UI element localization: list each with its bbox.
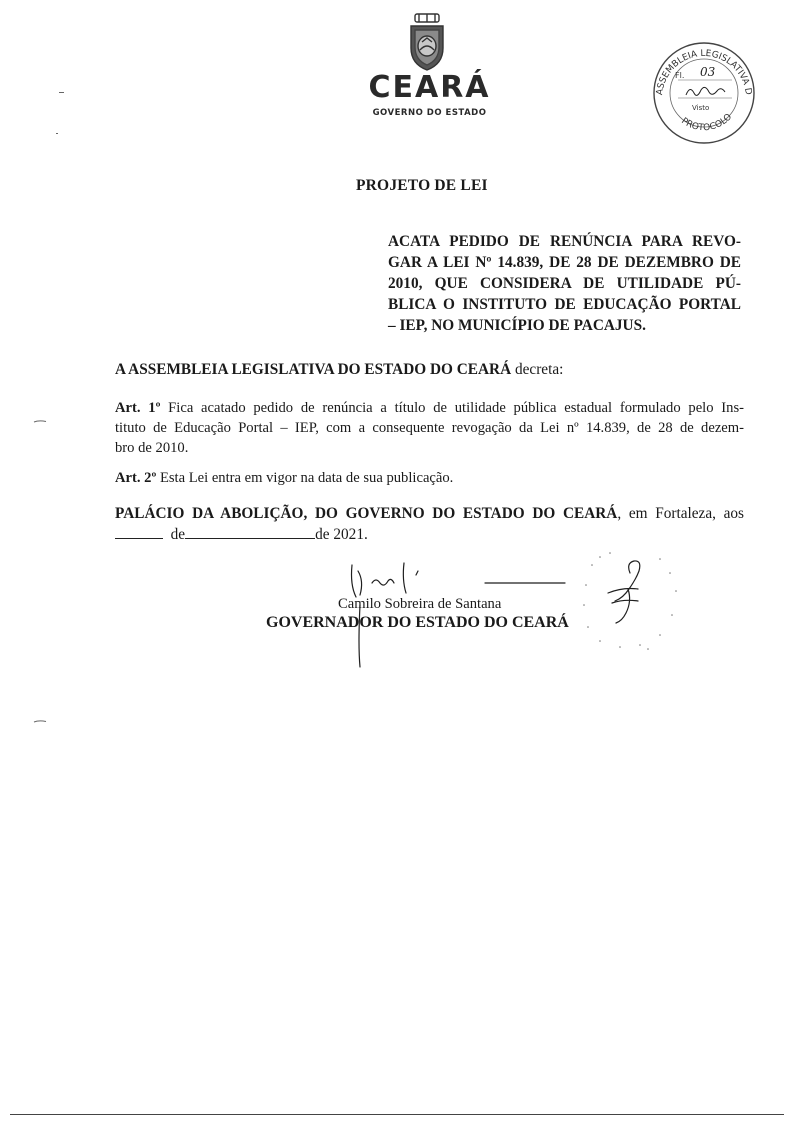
stamp-fl-label: Fl. (675, 71, 685, 80)
ementa-line: – IEP, NO MUNICÍPIO DE PACAJUS. (388, 317, 646, 334)
stamp-bottom-text: PROTOCOLO (679, 112, 735, 134)
ementa-line: BLICA O INSTITUTO DE EDUCAÇÃO PORTAL (388, 296, 741, 313)
article-1-text: Fica acatado pedido de renúncia a título de utilidade pública estadual formulado pelo Ins- (160, 400, 744, 416)
scan-mark-icon (55, 132, 65, 135)
article-1-line: bro de 2010. (115, 440, 189, 456)
article-2-text: Esta Lei entra em vigor na data de sua publicação. (156, 470, 454, 486)
date-line (115, 524, 744, 545)
signer-role: GOVERNADOR DO ESTADO DO CEARÁ (266, 614, 569, 631)
enacting-clause (115, 361, 563, 379)
month-blank (185, 524, 315, 539)
article-2-label: Art. 2º (115, 470, 157, 486)
article-1 (115, 398, 744, 458)
closing-rest: , em Fortaleza, aos (617, 505, 744, 522)
article-1-line (115, 398, 744, 418)
page-title: PROJETO DE LEI (356, 177, 488, 194)
ementa-line: GAR A LEI Nº 14.839, DE 28 DE DEZEMBRO DE (388, 254, 741, 271)
closing-block (115, 503, 744, 545)
ementa-line: ACATA PEDIDO DE RENÚNCIA PARA REVO- (388, 233, 741, 250)
article-2 (115, 468, 744, 488)
stamp-fl-value: 03 (700, 65, 716, 79)
signer-name: Camilo Sobreira de Santana (338, 596, 502, 612)
scan-mark-icon (58, 91, 68, 94)
state-crest-icon (405, 12, 449, 72)
ementa-line: 2010, QUE CONSIDERA DE UTILIDADE PÚ- (388, 275, 741, 292)
closing-bold: PALÁCIO DA ABOLIÇÃO, DO GOVERNO DO ESTADO DO CEARÁ (115, 505, 618, 522)
enacting-clause-bold: A ASSEMBLEIA LEGISLATIVA DO ESTADO DO CEARÁ (115, 361, 512, 378)
article-2-line (115, 468, 744, 488)
article-1-line: tituto de Educação Portal – IEP, com a consequente revogação da Lei nº 14.839, de 28 de dezem- (115, 420, 744, 436)
enacting-clause-rest: decreta: (511, 361, 564, 378)
ementa-block (388, 231, 741, 336)
closing-line (115, 503, 744, 524)
scan-mark-icon (33, 420, 47, 423)
day-blank (115, 524, 163, 539)
stamp-visto-label: Visto (692, 104, 710, 112)
brand-name: CEARÁ (368, 70, 491, 105)
protocol-stamp (648, 40, 760, 146)
date-year: de 2021. (315, 526, 368, 543)
scan-mark-icon (33, 720, 47, 723)
svg-text:PROTOCOLO (679, 112, 734, 133)
stamp-ring-text: ASSEMBLEIA LEGISLATIVA D (655, 48, 753, 96)
brand-subtitle: GOVERNO DO ESTADO (372, 108, 487, 118)
article-1-label: Art. 1º (115, 400, 161, 416)
stamp-ring-icon (648, 40, 760, 146)
footer-rule (10, 1114, 784, 1115)
date-de: de (170, 526, 186, 543)
